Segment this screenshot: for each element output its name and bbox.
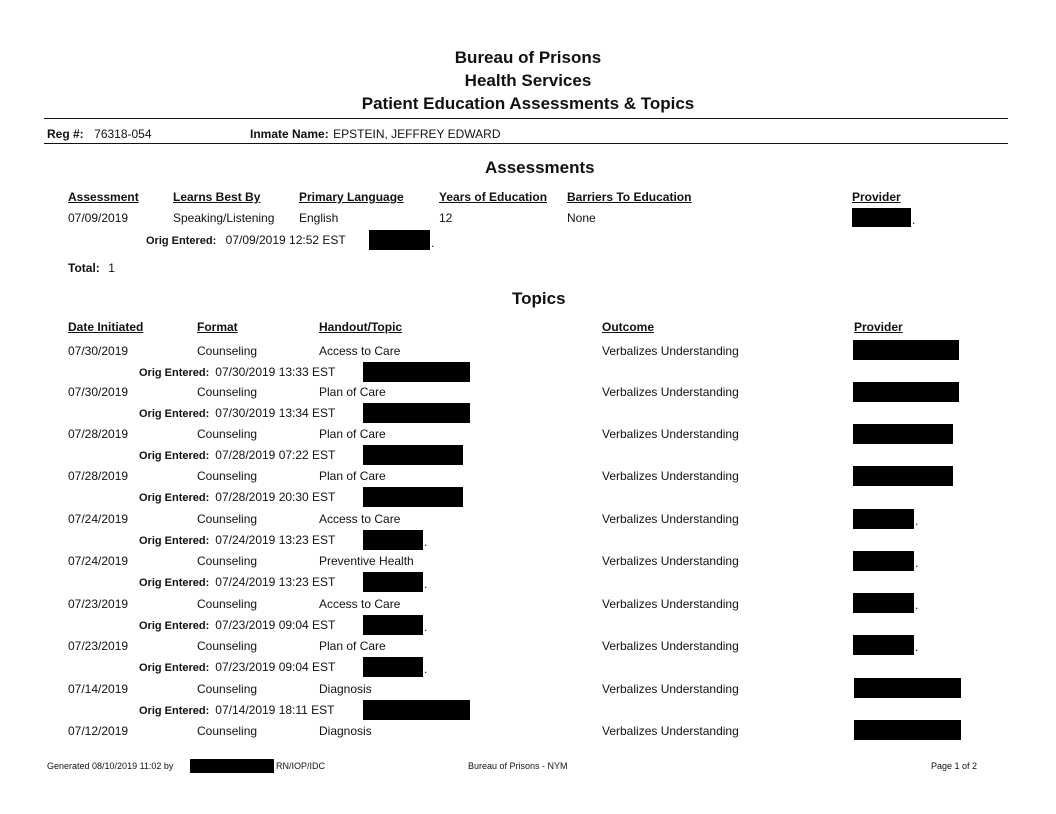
- inmate-name-value: EPSTEIN, JEFFREY EDWARD: [333, 127, 501, 141]
- topic-orig-entered: [139, 490, 335, 504]
- topic-handout: Access to Care: [319, 344, 401, 358]
- redacted-entered-by: [363, 700, 470, 720]
- orig-entered-value: 07/24/2019 13:23 EST: [215, 533, 336, 547]
- topic-format: Counseling: [197, 554, 258, 568]
- redacted-entered-by: [363, 530, 423, 550]
- redacted-entered-by: [363, 362, 470, 382]
- orig-entered-label: Orig Entered:: [139, 408, 210, 420]
- topic-orig-entered: [139, 703, 335, 717]
- topic-format: Counseling: [197, 639, 258, 653]
- redacted-provider: [853, 551, 914, 571]
- topic-orig-entered: [139, 660, 335, 674]
- redacted-provider: [853, 382, 959, 402]
- topic-date: 07/30/2019: [68, 344, 129, 358]
- orig-entered-value: 07/28/2019 07:22 EST: [215, 448, 336, 462]
- col-handout-topic: Handout/Topic: [319, 320, 403, 334]
- orig-entered-value: 07/30/2019 13:34 EST: [215, 406, 336, 420]
- footer-generated-prefix: Generated 08/10/2019 11:02 by: [47, 761, 174, 771]
- redacted-entered-by: [363, 615, 423, 635]
- col-barriers-to-education: Barriers To Education: [567, 190, 692, 204]
- redacted-entered-by: [363, 657, 423, 677]
- topic-handout: Access to Care: [319, 512, 401, 526]
- topic-handout: Diagnosis: [319, 724, 372, 738]
- redacted-provider: [854, 678, 961, 698]
- redacted-provider: [853, 424, 953, 444]
- topic-outcome: Verbalizes Understanding: [602, 512, 739, 526]
- orig-entered-label: Orig Entered:: [139, 367, 210, 379]
- orig-entered-label: Orig Entered:: [139, 620, 210, 632]
- topic-date: 07/14/2019: [68, 682, 129, 696]
- redacted-provider: [853, 593, 914, 613]
- header-rule-top: [44, 118, 1008, 119]
- topic-outcome: Verbalizes Understanding: [602, 344, 739, 358]
- header-rule-bottom: [44, 143, 1008, 144]
- redacted-provider: [852, 208, 911, 227]
- topic-handout: Plan of Care: [319, 639, 386, 653]
- topic-outcome: Verbalizes Understanding: [602, 385, 739, 399]
- inmate-name-label: Inmate Name:: [250, 127, 329, 141]
- topic-orig-entered: [139, 406, 335, 420]
- col-assessment: Assessment: [68, 190, 139, 204]
- reg-label: Reg #:: [47, 127, 84, 141]
- topic-orig-entered: [139, 618, 335, 632]
- topic-handout: Preventive Health: [319, 554, 414, 568]
- report-header-line2: Health Services: [464, 71, 592, 90]
- topic-orig-entered: [139, 448, 335, 462]
- topic-date: 07/12/2019: [68, 724, 129, 738]
- topic-format: Counseling: [197, 385, 258, 399]
- total-value: 1: [108, 261, 115, 275]
- redacted-entered-by: [363, 403, 470, 423]
- topic-handout: Plan of Care: [319, 469, 386, 483]
- orig-entered-value: 07/23/2019 09:04 EST: [215, 660, 336, 674]
- footer-page-number: Page 1 of 2: [931, 761, 978, 771]
- topic-date: 07/30/2019: [68, 385, 129, 399]
- topic-handout: Access to Care: [319, 597, 401, 611]
- topic-format: Counseling: [197, 724, 258, 738]
- redaction-dot: .: [912, 213, 916, 227]
- topic-outcome: Verbalizes Understanding: [602, 597, 739, 611]
- redacted-entered-by: [369, 230, 430, 250]
- col-date-initiated: Date Initiated: [68, 320, 144, 334]
- inmate-name-block: [250, 125, 501, 143]
- topic-date: 07/24/2019: [68, 512, 129, 526]
- assessments-section-title: Assessments: [485, 158, 595, 177]
- topic-handout: Plan of Care: [319, 427, 386, 441]
- topic-format: Counseling: [197, 682, 258, 696]
- topic-orig-entered: [139, 575, 335, 589]
- topics-section-title: Topics: [512, 289, 566, 308]
- orig-entered-value: 07/30/2019 13:33 EST: [215, 365, 336, 379]
- footer-generated-suffix: RN/IOP/IDC: [276, 761, 326, 771]
- orig-entered-label: Orig Entered:: [139, 577, 210, 589]
- redacted-entered-by: [363, 487, 463, 507]
- col-topic-provider: Provider: [854, 320, 903, 334]
- topic-outcome: Verbalizes Understanding: [602, 554, 739, 568]
- topic-format: Counseling: [197, 512, 258, 526]
- topic-outcome: Verbalizes Understanding: [602, 724, 739, 738]
- col-primary-language: Primary Language: [299, 190, 404, 204]
- col-assessment-provider: Provider: [852, 190, 901, 204]
- orig-entered-label: Orig Entered:: [146, 235, 217, 247]
- topic-orig-entered: [139, 533, 335, 547]
- topic-orig-entered: [139, 365, 335, 379]
- topic-format: Counseling: [197, 427, 258, 441]
- col-format: Format: [197, 320, 238, 334]
- redaction-dot: .: [424, 577, 428, 591]
- topic-format: Counseling: [197, 597, 258, 611]
- orig-entered-value: 07/09/2019 12:52 EST: [225, 233, 346, 247]
- orig-entered-value: 07/24/2019 13:23 EST: [215, 575, 336, 589]
- reg-number-block: [47, 125, 152, 143]
- redacted-generated-by: [190, 759, 274, 773]
- topic-date: 07/23/2019: [68, 597, 129, 611]
- redacted-provider: [853, 340, 959, 360]
- topic-format: Counseling: [197, 469, 258, 483]
- topic-date: 07/28/2019: [68, 469, 129, 483]
- report-header-line1: Bureau of Prisons: [454, 48, 602, 67]
- redaction-dot: .: [915, 556, 919, 570]
- orig-entered-label: Orig Entered:: [139, 662, 210, 674]
- assessment-barriers: None: [567, 211, 596, 225]
- topic-handout: Plan of Care: [319, 385, 386, 399]
- redacted-entered-by: [363, 572, 423, 592]
- report-title: Patient Education Assessments & Topics: [361, 94, 695, 113]
- redacted-provider: [853, 635, 914, 655]
- topic-outcome: Verbalizes Understanding: [602, 469, 739, 483]
- assessment-orig-entered: [146, 233, 346, 247]
- assessment-date: 07/09/2019: [68, 211, 129, 225]
- orig-entered-label: Orig Entered:: [139, 535, 210, 547]
- topic-format: Counseling: [197, 344, 258, 358]
- redaction-dot: .: [915, 598, 919, 612]
- orig-entered-value: 07/28/2019 20:30 EST: [215, 490, 336, 504]
- total-label: Total:: [68, 261, 100, 275]
- orig-entered-label: Orig Entered:: [139, 705, 210, 717]
- col-outcome: Outcome: [602, 320, 655, 334]
- assessment-primary-language: English: [299, 211, 339, 225]
- redaction-dot: .: [431, 236, 435, 250]
- footer-center: Bureau of Prisons - NYM: [468, 761, 568, 771]
- topic-outcome: Verbalizes Understanding: [602, 639, 739, 653]
- redacted-provider: [853, 509, 914, 529]
- assessment-years-of-education: 12: [439, 211, 453, 225]
- assessments-total: [68, 259, 115, 277]
- orig-entered-value: 07/14/2019 18:11 EST: [215, 703, 335, 717]
- reg-value: 76318-054: [94, 127, 152, 141]
- redaction-dot: .: [424, 620, 428, 634]
- redacted-provider: [853, 466, 953, 486]
- footer-generated: [47, 761, 173, 771]
- topic-date: 07/24/2019: [68, 554, 129, 568]
- redacted-entered-by: [363, 445, 463, 465]
- col-learns-best-by: Learns Best By: [173, 190, 261, 204]
- redaction-dot: .: [424, 662, 428, 676]
- topic-handout: Diagnosis: [319, 682, 372, 696]
- topic-outcome: Verbalizes Understanding: [602, 682, 739, 696]
- orig-entered-label: Orig Entered:: [139, 492, 210, 504]
- redacted-provider: [854, 720, 961, 740]
- col-years-of-education: Years of Education: [439, 190, 548, 204]
- topic-outcome: Verbalizes Understanding: [602, 427, 739, 441]
- redaction-dot: .: [915, 640, 919, 654]
- orig-entered-label: Orig Entered:: [139, 450, 210, 462]
- topic-date: 07/23/2019: [68, 639, 129, 653]
- topic-date: 07/28/2019: [68, 427, 129, 441]
- orig-entered-value: 07/23/2019 09:04 EST: [215, 618, 336, 632]
- redaction-dot: .: [424, 535, 428, 549]
- redaction-dot: .: [915, 514, 919, 528]
- assessment-learns-best-by: Speaking/Listening: [173, 211, 275, 225]
